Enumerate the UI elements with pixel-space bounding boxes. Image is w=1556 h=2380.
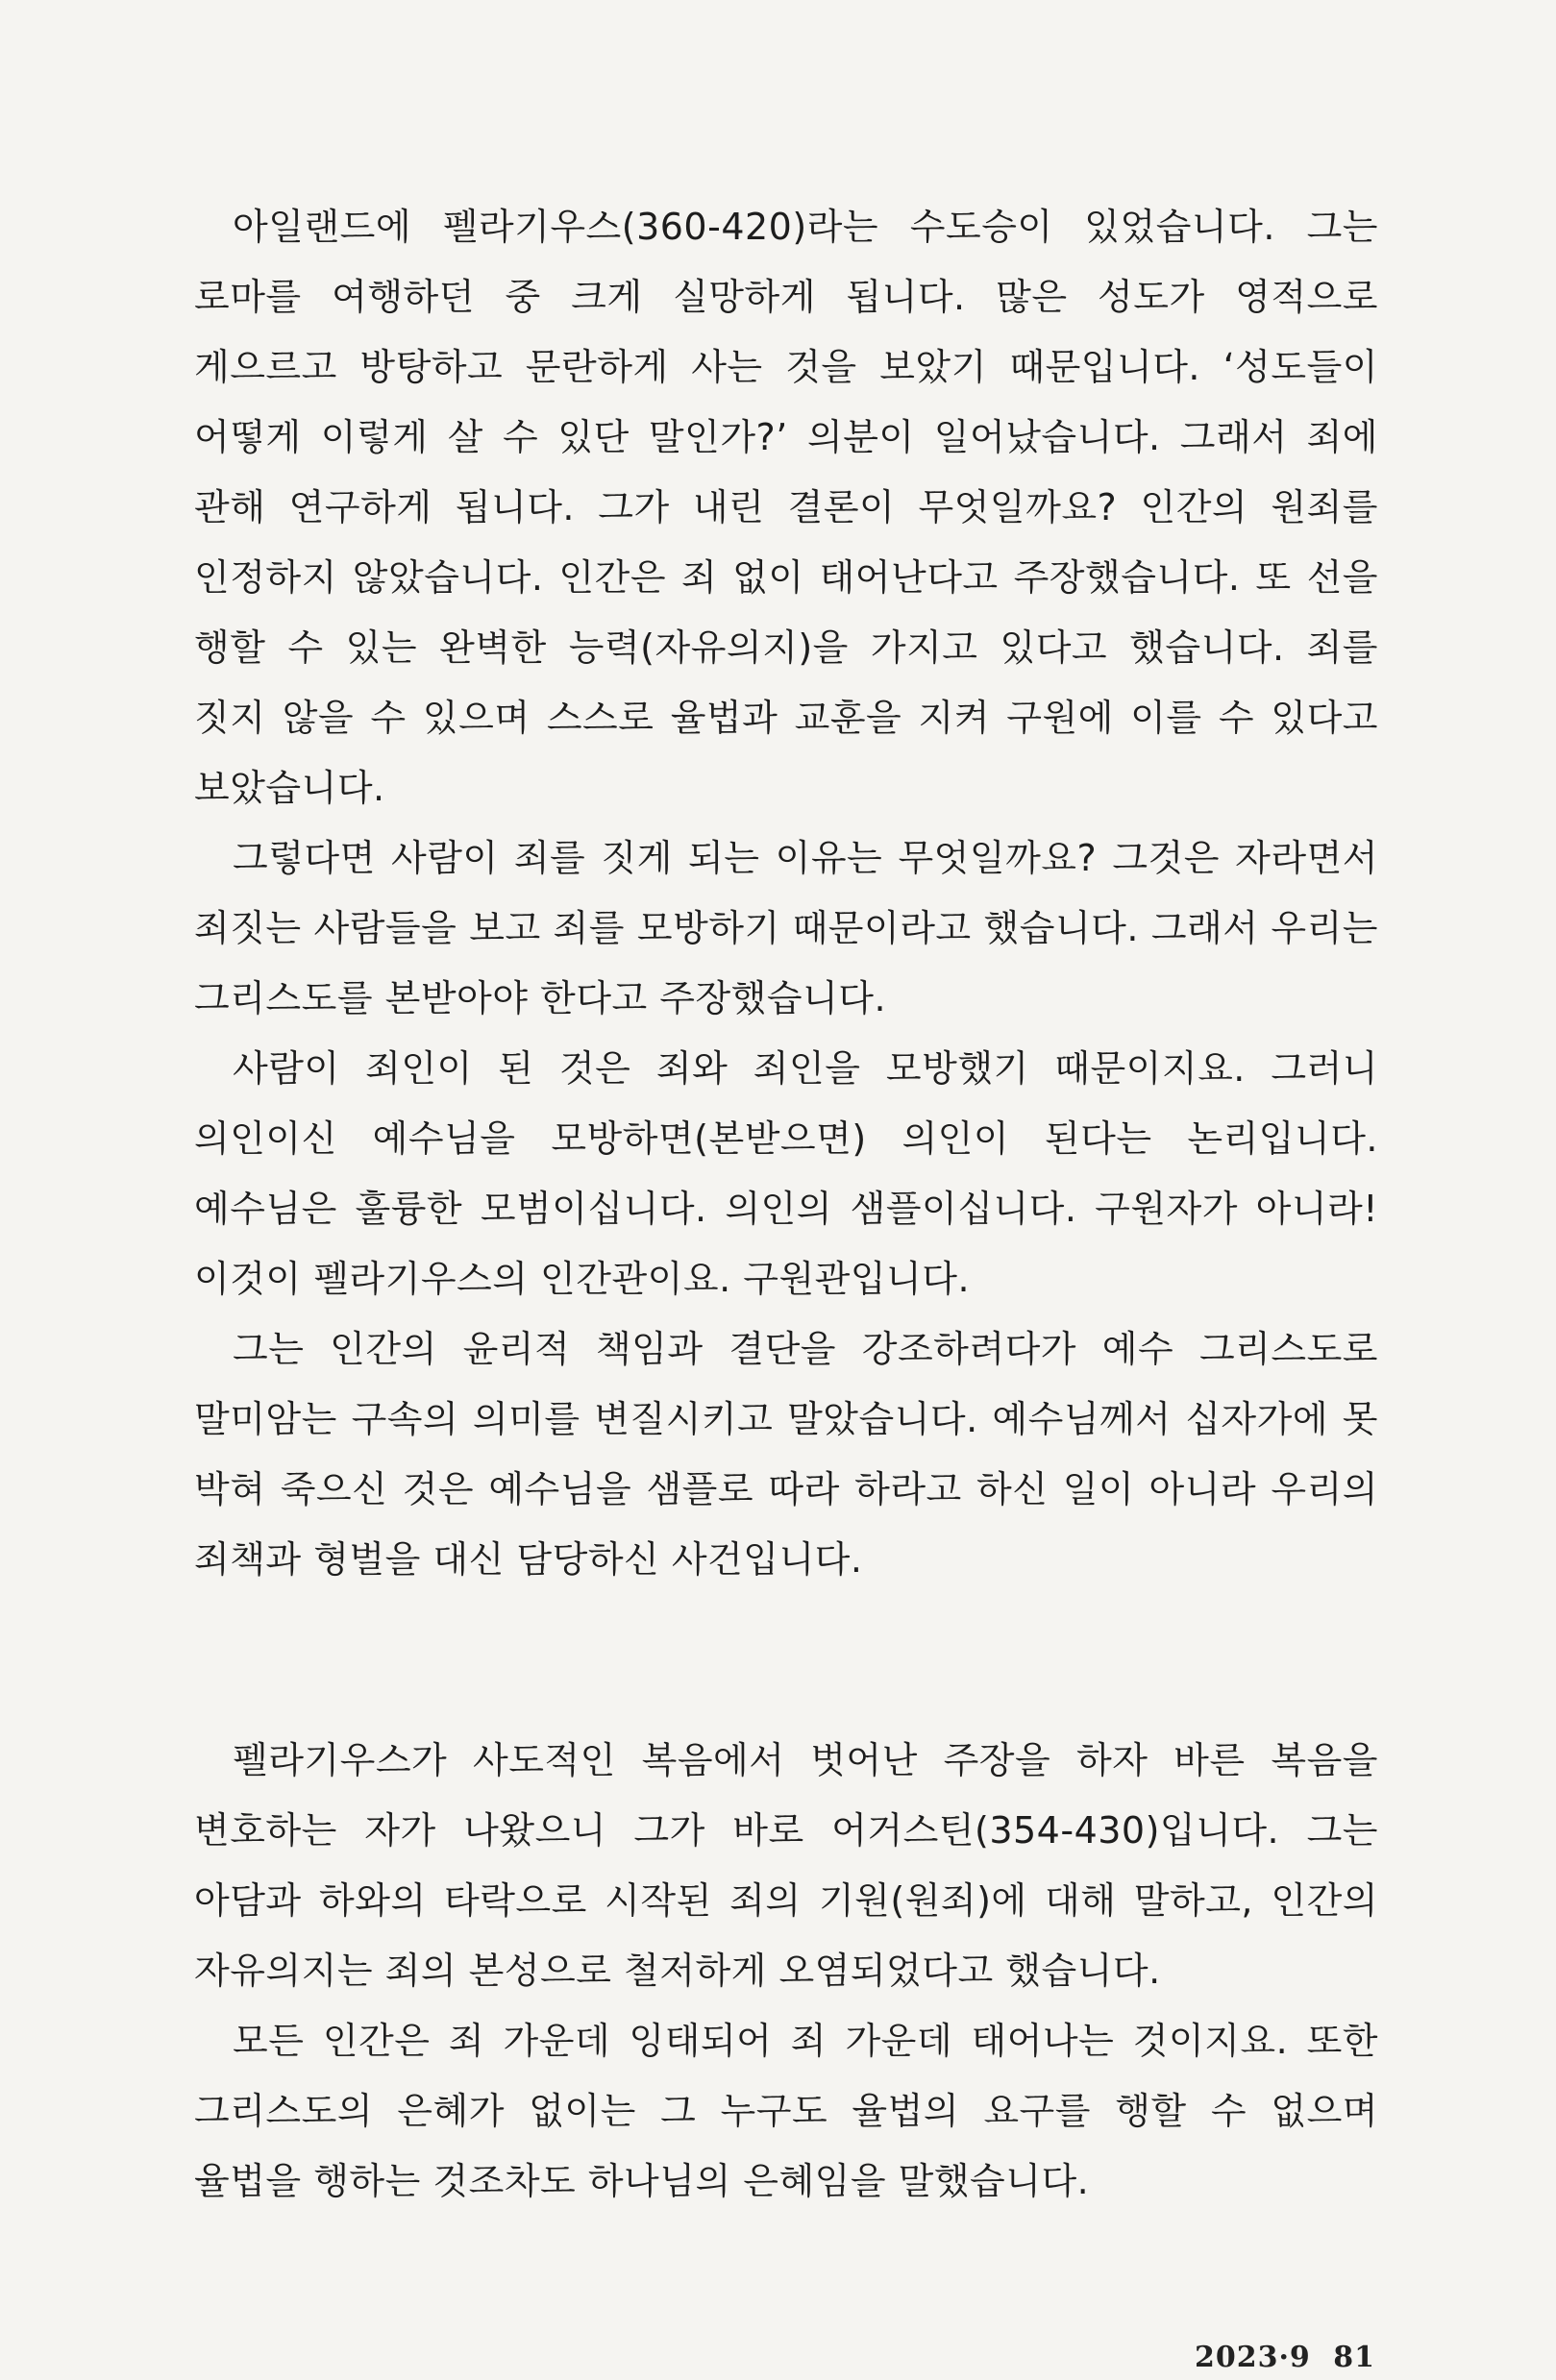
page-footer xyxy=(1195,2341,1375,2374)
page-number: 81 xyxy=(1333,2341,1375,2374)
body-text-section-1 xyxy=(194,192,1378,1595)
issue-separator: · xyxy=(1278,2341,1290,2374)
paragraph: 사람이 죄인이 된 것은 죄와 죄인을 모방했기 때문이지요. 그러니 의인이신 예수님을 모방하면(본받으면) 의인이 된다는 논리입니다. 예수님은 훌륭한 모범이십니다. 의인의 샘플이십니다. 구원자가 아니라! 이것이 펠라기우스의 인간관이요. 구원관입니다. xyxy=(194,1047,1378,1300)
paragraph: 아일랜드에 펠라기우스(360-420)라는 수도승이 있었습니다. 그는 로마를 여행하던 중 크게 실망하게 됩니다. 많은 성도가 영적으로 게으르고 방탕하고 문란하게 사는 것을 보았기 때문입니다. ‘성도들이 어떻게 이렇게 살 수 있단 말인가?’ 의분이 일어났습니다. 그래서 죄에 관해 연구하게 됩니다. 그가 내린 결론이 무엇일까요? 인간의 원죄를 인정하지 않았습니다. 인간은 죄 없이 태어난다고 주장했습니다. 또 선을 행할 수 있는 완벽한 능력(자유의지)을 가지고 있다고 했습니다. 죄를 짓지 않을 수 있으며 스스로 율법과 교훈을 지켜 구원에 이를 수 있다고 보았습니다. xyxy=(194,206,1378,809)
issue-year: 2023 xyxy=(1194,2341,1279,2374)
paragraph: 그는 인간의 윤리적 책임과 결단을 강조하려다가 예수 그리스도로 말미암는 구속의 의미를 변질시키고 말았습니다. 예수님께서 십자가에 못 박혀 죽으신 것은 예수님을 샘플로 따라 하라고 하신 일이 아니라 우리의 죄책과 형벌을 대신 담당하신 사건입니다. xyxy=(194,1328,1378,1581)
body-text-section-2 xyxy=(194,1726,1378,2217)
paragraph: 펠라기우스가 사도적인 복음에서 벗어난 주장을 하자 바른 복음을 변호하는 자가 나왔으니 그가 바로 어거스틴(354-430)입니다. 그는 아담과 하와의 타락으로 시작된 죄의 기원(원죄)에 대해 말하고, 인간의 자유의지는 죄의 본성으로 철저하게 오염되었다고 했습니다. xyxy=(194,1739,1378,1992)
paragraph: 그렇다면 사람이 죄를 짓게 되는 이유는 무엇일까요? 그것은 자라면서 죄짓는 사람들을 보고 죄를 모방하기 때문이라고 했습니다. 그래서 우리는 그리스도를 본받아야 한다고 주장했습니다. xyxy=(194,837,1378,1019)
paragraph: 모든 인간은 죄 가운데 잉태되어 죄 가운데 태어나는 것이지요. 또한 그리스도의 은혜가 없이는 그 누구도 율법의 요구를 행할 수 없으며 율법을 행하는 것조차도 하나님의 은혜임을 말했습니다. xyxy=(194,2020,1378,2202)
issue-month: 9 xyxy=(1289,2341,1311,2374)
